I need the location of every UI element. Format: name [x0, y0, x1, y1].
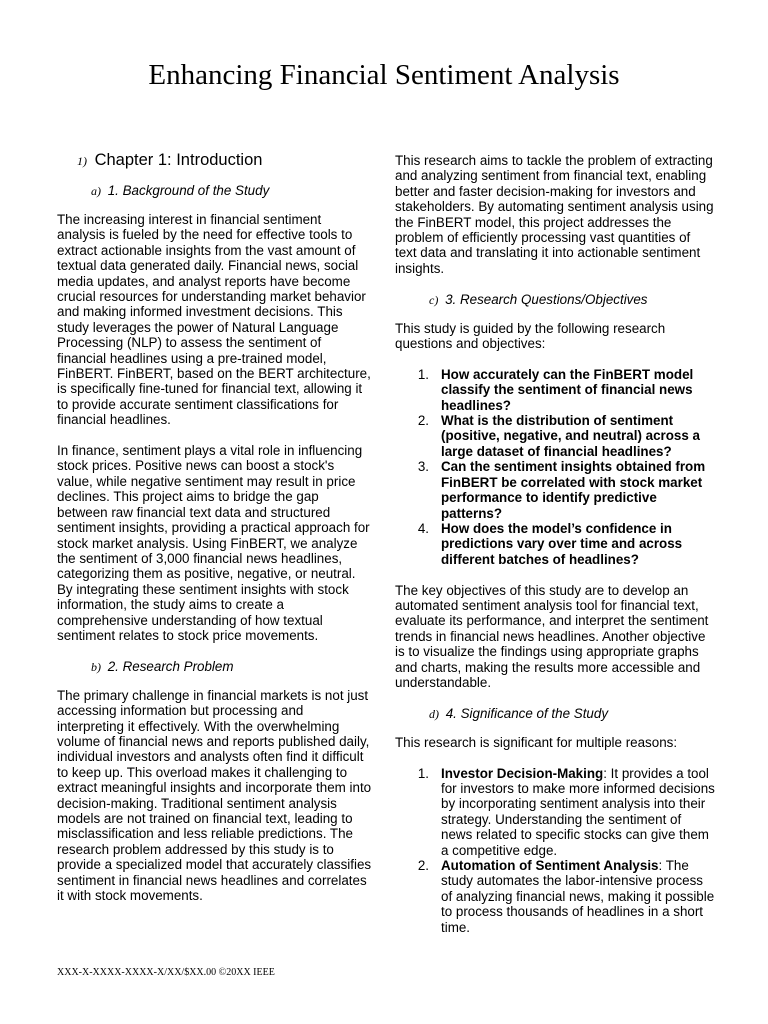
- question-text: Can the sentiment insights obtained from FinBERT be correlated with stock market performance to identify predictive patterns?: [441, 459, 706, 521]
- question-text: How does the model’s confidence in predictions vary over time and across different batches of headlines?: [441, 520, 683, 567]
- question-text: What is the distribution of sentiment (positive, negative, and neutral) across a large dataset of financial headlines?: [441, 413, 700, 459]
- list-number: 1.: [417, 366, 429, 382]
- significance-term: Investor Decision-Making: [441, 765, 604, 781]
- list-number: 1.: [417, 765, 429, 781]
- significance-list: [395, 766, 715, 935]
- section-heading-background: [91, 183, 373, 199]
- chapter-marker: 1): [77, 154, 87, 168]
- section-title: 4. Significance of the Study: [445, 705, 609, 721]
- background-paragraph-2: In finance, sentiment plays a vital role in influencing stock prices. Positive news can boost a stock's value, while negative sentiment may result in price declines. This project aims to bridge the gap between raw financial text data and structured sentiment insights, providing a practical approach for stock market analysis. Using FinBERT, we analyze the sentiment of 3,000 financial news headlines, categorizing them as positive, negative, or neutral. By integrating these sentiment insights with stock information, the study aims to create a comprehensive understanding of how textual sentiment relates to stock price movements.: [57, 443, 370, 643]
- significance-description: : It provides a tool for investors to make more informed decisions by incorporating sentiment analysis into their strategy. Understanding the sentiment of news related to specific stocks can give them a competitive edge.: [441, 765, 715, 858]
- significance-intro: This research is significant for multiple reasons:: [395, 734, 678, 750]
- significance-text: [441, 766, 715, 858]
- question-text: How accurately can the FinBERT model classify the sentiment of financial news headlines?: [441, 366, 694, 413]
- list-number: 3.: [417, 459, 429, 475]
- list-item: [395, 367, 715, 413]
- section-marker: a): [91, 184, 101, 198]
- right-column: [395, 153, 715, 950]
- section-heading-significance: [429, 706, 715, 722]
- list-item: [395, 858, 715, 935]
- paper-title: Enhancing Financial Sentiment Analysis: [148, 59, 620, 91]
- section-title: 1. Background of the Study: [107, 183, 270, 198]
- list-item: [395, 521, 715, 567]
- list-number: 2.: [417, 857, 429, 873]
- list-item: [395, 766, 715, 858]
- significance-text: [441, 858, 715, 935]
- objectives-paragraph: The key objectives of this study are to develop an automated sentiment analysis tool for financial text, evaluate its performance, and interpret the sentiment trends in financial news headlines. Another objective is to visualize the findings using appropriate graphs and charts, making the results more accessible and understandable.: [395, 582, 709, 690]
- list-item: [395, 413, 715, 459]
- list-item: [395, 459, 715, 521]
- section-marker: b): [91, 659, 101, 674]
- section-title: 2. Research Problem: [107, 658, 234, 674]
- significance-term: Automation of Sentiment Analysis: [441, 857, 659, 873]
- significance-description: : The study automates the labor-intensive process of analyzing financial news, making it possible to process thousands of headlines in a short time.: [441, 857, 715, 935]
- copyright-footer: XXX-X-XXXX-XXXX-X/XX/$XX.00 ©20XX IEEE: [57, 967, 275, 978]
- section-marker: c): [429, 292, 439, 307]
- section-heading-research-problem: [91, 659, 373, 675]
- chapter-heading: [77, 150, 373, 171]
- research-questions-list: [395, 367, 715, 567]
- background-paragraph-1: The increasing interest in financial sentiment analysis is fueled by the need for effective tools to extract actionable insights from the vast amount of textual data generated daily. Financial news, social media updates, and analyst reports have become crucial resources for understanding market behavior and making informed investment decisions. This study leverages the power of Natural Language Processing (NLP) to assess the sentiment of financial headlines using a pre-trained model, FinBERT. FinBERT, based on the BERT architecture, is specifically fine-tuned for financial text, allowing it to provide accurate sentiment classifications for financial headlines.: [57, 212, 371, 428]
- list-number: 2.: [417, 413, 429, 429]
- left-column: [57, 150, 373, 919]
- research-aim-paragraph: This research aims to tackle the problem of extracting and analyzing sentiment from financial text, enabling better and faster decision-making for investors and stakeholders. By automating sentiment analysis using the FinBERT model, this project addresses the problem of efficiently processing vast quantities of text data and translating it into actionable sentiment insights.: [395, 153, 714, 276]
- research-questions-intro: This study is guided by the following research questions and objectives:: [395, 320, 666, 352]
- section-title: 3. Research Questions/Objectives: [445, 291, 648, 307]
- section-marker: d): [429, 706, 439, 721]
- chapter-title: Chapter 1: Introduction: [94, 151, 263, 169]
- research-problem-paragraph: The primary challenge in financial markets is not just accessing information but processing and interpreting it effectively. With the overwhelming volume of financial news and reports published daily, individual investors and analysts often find it difficult to keep up. This overload makes it challenging to extract meaningful insights and incorporate them into decision-making. Traditional sentiment analysis models are not trained on financial text, leading to misclassification and less reliable predictions. The research problem addressed by this study is to provide a specialized model that accurately classifies sentiment in financial news headlines and correlates it with stock movements.: [57, 687, 372, 904]
- list-number: 4.: [417, 520, 429, 536]
- section-heading-research-questions: [429, 292, 715, 308]
